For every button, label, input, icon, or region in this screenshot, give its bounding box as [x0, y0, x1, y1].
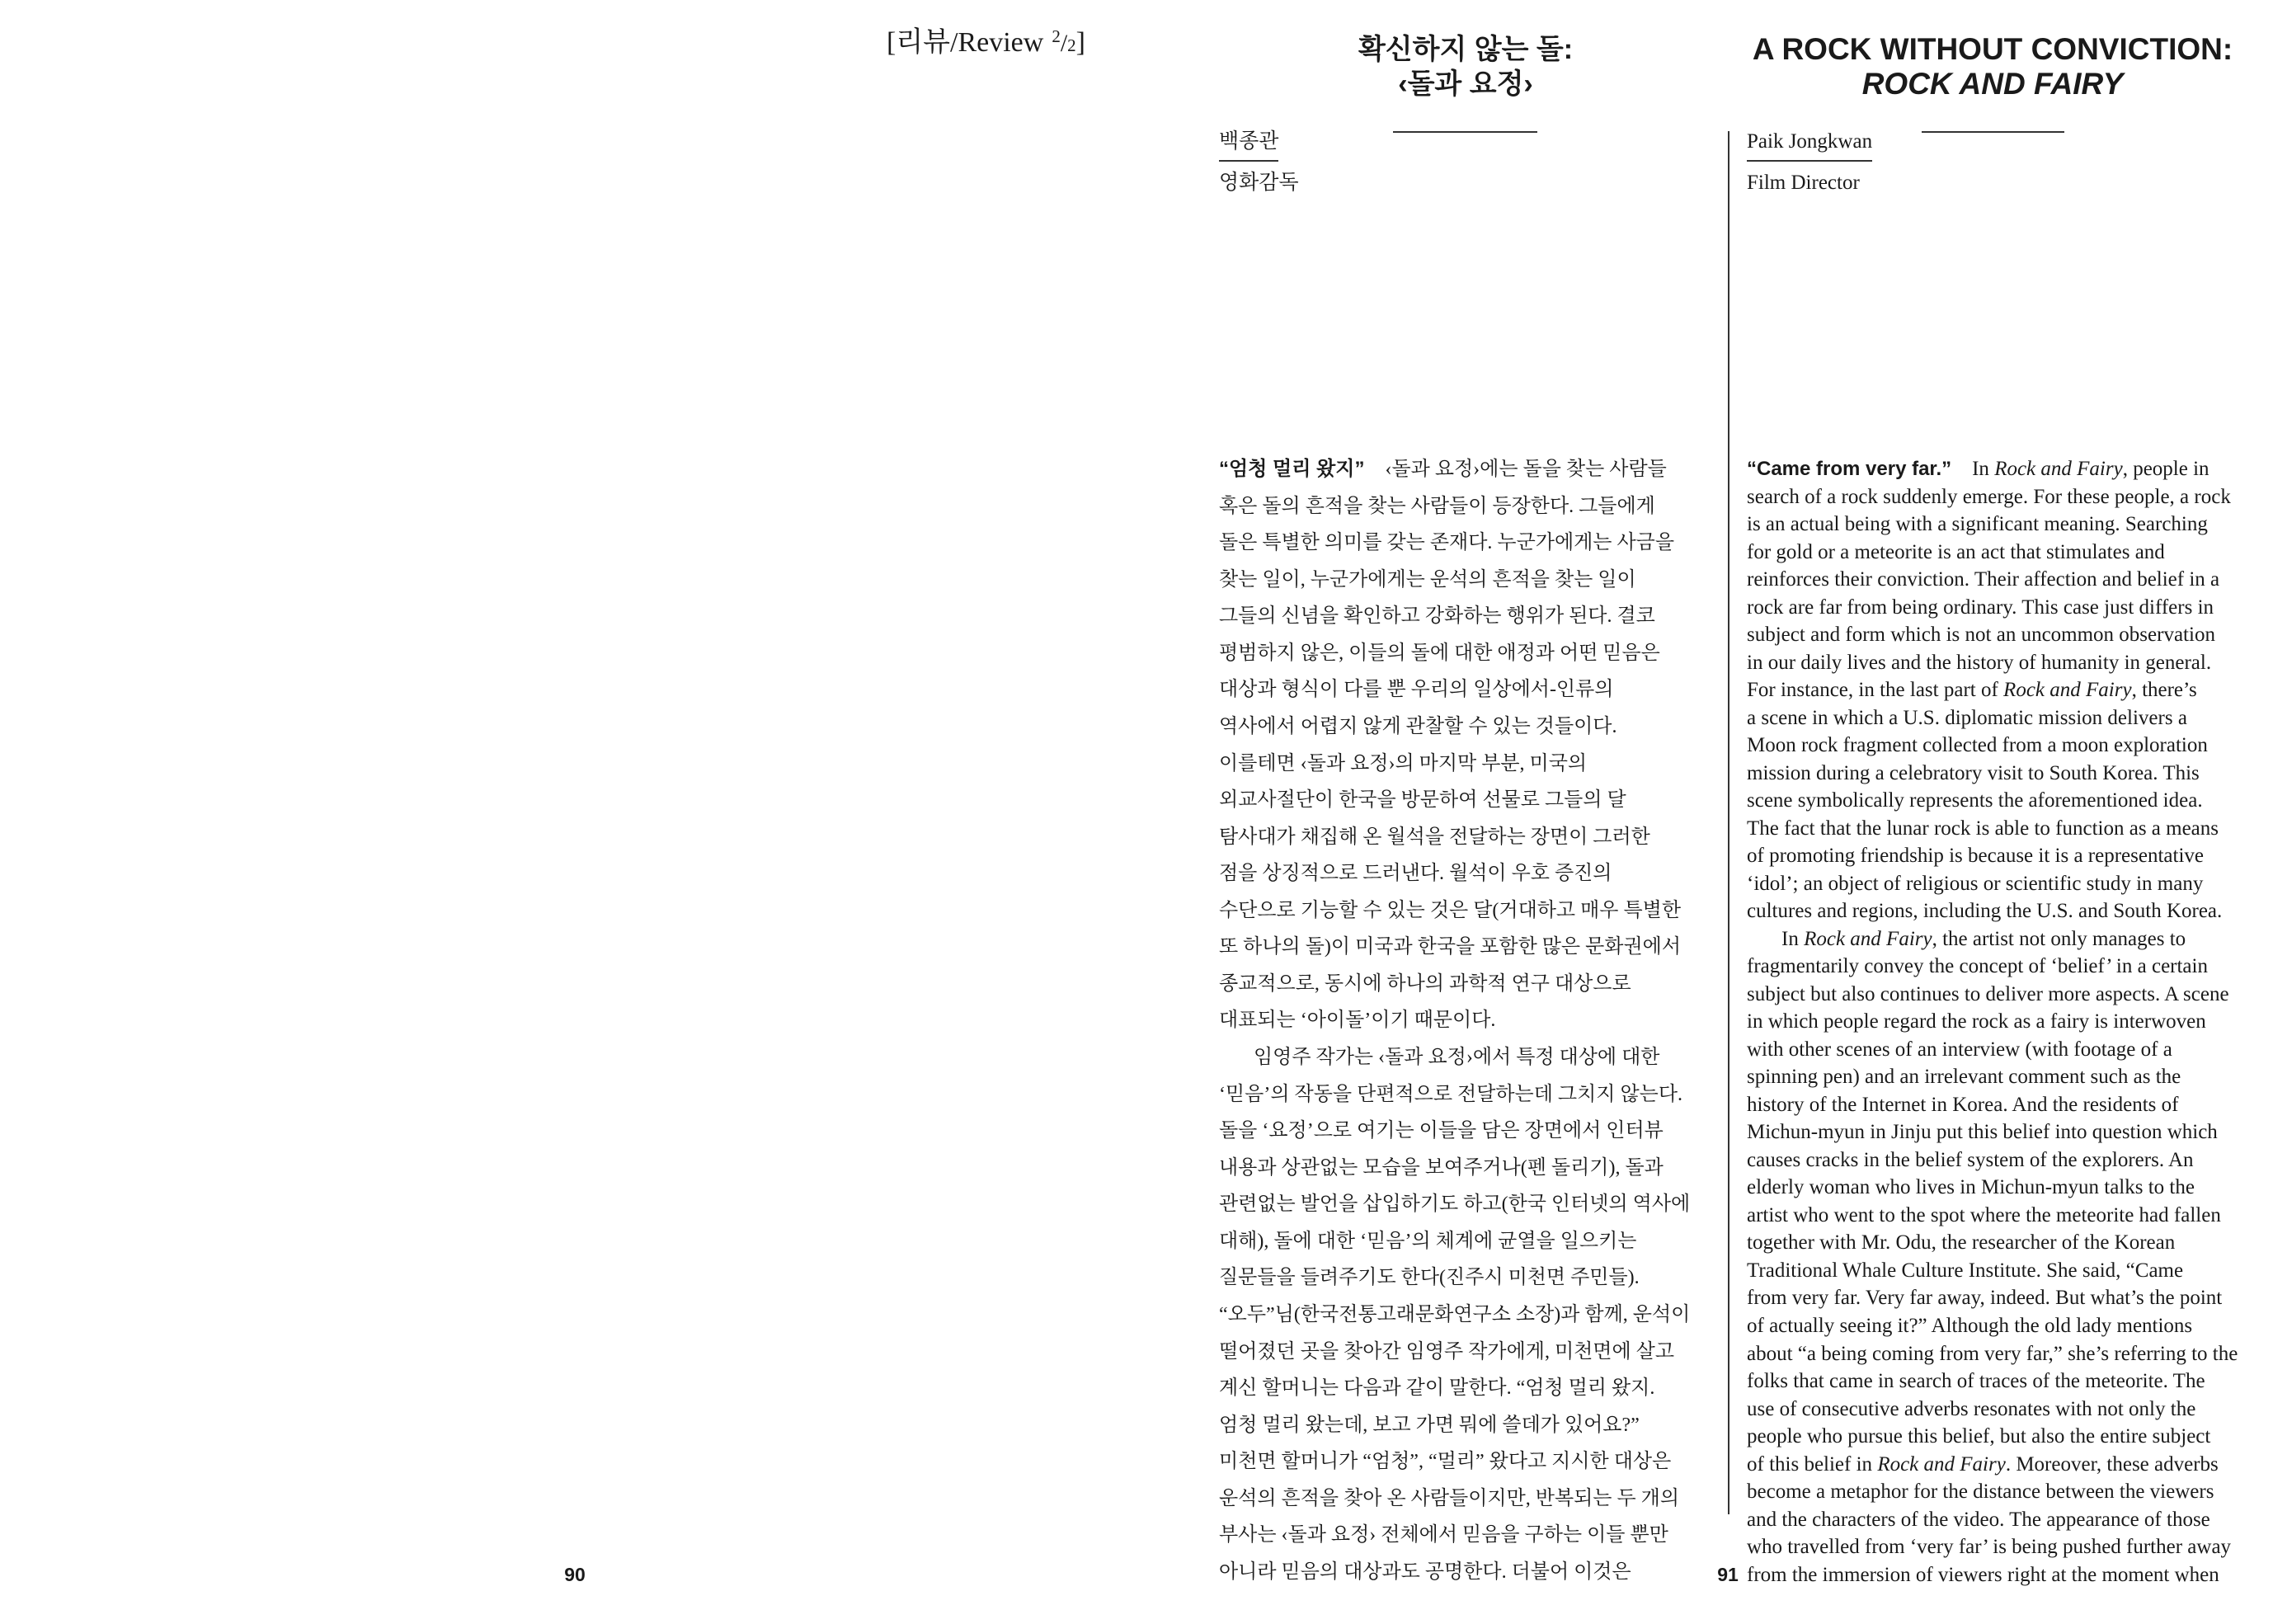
body-line	[1219, 562, 1714, 599]
running-head-label: [리뷰/Review	[887, 27, 1044, 58]
body-text: 떨어졌던 곳을 찾아간 임영주 작가에게, 미천면에 살고	[1219, 1340, 1675, 1363]
korean-title	[1212, 32, 1719, 101]
body-line	[1219, 1334, 1714, 1371]
body-text: 미천면 할머니가 “엄청”, “멀리” 왔다고 지시한 대상은	[1219, 1451, 1672, 1473]
body-text: 질문들을 들려주기도 한다(진주시 미천면 주민들).	[1219, 1267, 1640, 1289]
body-line	[1747, 483, 2246, 511]
body-text: cultures and regions, including the U.S. and South Korea.	[1747, 900, 2223, 923]
english-title-line-2: ROCK AND FAIRY	[1861, 67, 2124, 101]
body-line	[1219, 1480, 1714, 1518]
body-line	[1747, 870, 2246, 898]
body-text: 아니라 믿음의 대상과도 공명한다. 더불어 이것은	[1219, 1560, 1631, 1583]
body-text: 외교사절단이 한국을 방문하여 선물로 그들의 달	[1219, 789, 1626, 812]
body-line	[1747, 1036, 2246, 1064]
body-text: The fact that the lunar rock is able to function as a means	[1747, 817, 2219, 840]
author-role-english: Film Director	[1747, 172, 1860, 194]
korean-title-rule	[1393, 131, 1537, 133]
body-text: ‹돌과 요정›에는 돌을 찾는 사람들	[1385, 459, 1667, 480]
body-text: spinning pen) and an irrelevant comment such as the	[1747, 1066, 2181, 1089]
body-text: In	[1972, 458, 1995, 480]
body-text: 운석의 흔적을 찾아 온 사람들이지만, 반복되는 두 개의	[1219, 1487, 1680, 1509]
body-line	[1747, 787, 2246, 815]
body-text: rock are far from being ordinary. This case just differs in	[1747, 595, 2214, 619]
body-line	[1219, 1150, 1714, 1187]
body-text: 대표되는 ‘아이돌’이기 때문이다.	[1219, 1010, 1496, 1032]
body-text: 혹은 돌의 흔적을 찾는 사람들이 등장한다. 그들에게	[1219, 495, 1655, 517]
english-title	[1740, 32, 2245, 101]
body-line	[1747, 1284, 2246, 1312]
body-text: a scene in which a U.S. diplomatic mission delivers a	[1747, 706, 2187, 729]
body-line	[1219, 1297, 1714, 1334]
body-text: 탐사대가 채집해 온 월석을 전달하는 장면이 그러한	[1219, 826, 1650, 848]
body-text: with other scenes of an interview (with footage of a	[1747, 1038, 2172, 1061]
body-text: 대상과 형식이 다를 뿐 우리의 일상에서-인류의	[1219, 679, 1614, 701]
body-line	[1747, 704, 2246, 732]
body-line	[1747, 1202, 2246, 1230]
work-title: Rock and Fairy	[1804, 927, 1932, 950]
body-line	[1219, 598, 1714, 635]
body-line	[1747, 511, 2246, 539]
lead-quote: “엄청 멀리 왔지”	[1219, 458, 1365, 480]
body-line	[1747, 925, 2246, 953]
body-text: 점을 상징적으로 드러낸다. 월석이 우호 증진의	[1219, 863, 1612, 885]
body-line	[1219, 1554, 1714, 1591]
body-line	[1219, 966, 1714, 1003]
body-line	[1747, 842, 2246, 870]
body-text: fragmentarily convey the concept of ‘belief’ in a certain	[1747, 955, 2208, 978]
body-line	[1219, 1223, 1714, 1260]
body-text: use of consecutive adverbs resonates with not only the	[1747, 1397, 2196, 1420]
work-title: Rock and Fairy	[2003, 679, 2132, 702]
body-text: 계신 할머니는 다음과 같이 말한다. “엄청 멀리 왔지.	[1219, 1377, 1655, 1400]
body-text: Traditional Whale Culture Institute. She said, “Came	[1747, 1259, 2184, 1282]
body-text: in our daily lives and the history of humanity in general.	[1747, 651, 2212, 674]
body-text: Moon rock fragment collected from a moon exploration	[1747, 734, 2208, 757]
body-line	[1747, 953, 2246, 981]
body-line	[1219, 1370, 1714, 1407]
body-line	[1219, 1002, 1714, 1039]
english-title-line-1: A ROCK WITHOUT CONVICTION:	[1752, 32, 2233, 66]
body-line	[1747, 539, 2246, 567]
fraction-total: 2	[1067, 35, 1076, 55]
body-line	[1219, 1407, 1714, 1444]
body-text: , people in	[2122, 458, 2209, 480]
body-line	[1747, 1367, 2246, 1396]
body-text: For instance, in the last part of	[1747, 679, 2004, 702]
column-divider	[1728, 131, 1729, 1514]
body-line	[1219, 1186, 1714, 1223]
page-number-right: 91	[1717, 1564, 1739, 1585]
body-line	[1747, 1451, 2246, 1479]
body-line	[1219, 746, 1714, 783]
body-text: history of the Internet in Korea. And the residents of	[1747, 1093, 2179, 1116]
body-line	[1747, 1506, 2246, 1534]
body-line	[1219, 782, 1714, 819]
body-text: about “a being coming from very far,” she’s referring to the	[1747, 1342, 2238, 1365]
body-line	[1219, 525, 1714, 562]
body-text: . Moreover, these adverbs	[2005, 1452, 2219, 1476]
body-text: 돌을 ‘요정’으로 여기는 이들을 담은 장면에서 인터뷰	[1219, 1120, 1664, 1142]
body-line	[1219, 1113, 1714, 1150]
body-line	[1747, 1063, 2246, 1091]
body-text: Michun-myun in Jinju put this belief into question which	[1747, 1121, 2218, 1144]
body-text: elderly woman who lives in Michun-myun talks to the	[1747, 1176, 2195, 1199]
body-text: ‘idol’; an object of religious or scientific study in many	[1747, 872, 2204, 895]
body-text: 대해), 돌에 대한 ‘믿음’의 체계에 균열을 일으키는	[1219, 1230, 1637, 1252]
body-text: become a metaphor for the distance between the viewers	[1747, 1480, 2214, 1504]
body-text: scene symbolically represents the aforementioned idea.	[1747, 789, 2203, 812]
body-text: subject but also continues to deliver more aspects. A scene	[1747, 982, 2229, 1005]
body-line	[1219, 855, 1714, 892]
korean-body-text	[1219, 451, 1714, 1590]
body-line	[1747, 455, 2246, 483]
running-head-close: ]	[1075, 27, 1085, 58]
body-text: 평범하지 않은, 이들의 돌에 대한 애정과 어떤 믿음은	[1219, 642, 1660, 664]
body-line	[1219, 708, 1714, 746]
body-text: 역사에서 어렵지 않게 관찰할 수 있는 것들이다.	[1219, 715, 1617, 737]
body-text: of promoting friendship is because it is a representative	[1747, 845, 2205, 868]
body-line	[1219, 635, 1714, 672]
body-text: , there’s	[2131, 679, 2197, 702]
korean-title-line-1: 확신하지 않는 돌:	[1358, 34, 1574, 65]
body-line	[1747, 649, 2246, 677]
body-text: search of a rock suddenly emerge. For these people, a rock	[1747, 485, 2231, 508]
body-text: from very far. Very far away, indeed. But what’s the point	[1747, 1287, 2223, 1310]
body-line	[1747, 1118, 2246, 1146]
author-name-korean: 백종관	[1219, 129, 1278, 162]
body-line	[1747, 1146, 2246, 1174]
body-text: ‘믿음’의 작동을 단편적으로 전달하는데 그치지 않는다.	[1219, 1083, 1683, 1105]
body-text: of this belief in	[1747, 1452, 1878, 1476]
body-line	[1219, 488, 1714, 525]
page-number-left: 90	[564, 1564, 586, 1585]
body-line	[1747, 594, 2246, 622]
body-text: 수단으로 기능할 수 있는 것은 달(거대하고 매우 특별한	[1219, 899, 1682, 921]
body-text: 돌은 특별한 의미를 갖는 존재다. 누군가에게는 사금을	[1219, 532, 1675, 554]
body-text: 임영주 작가는 ‹돌과 요정›에서 특정 대상에 대한	[1254, 1047, 1660, 1068]
body-text: mission during a celebratory visit to South Korea. This	[1747, 761, 2200, 784]
body-text: folks that came in search of traces of the meteorite. The	[1747, 1370, 2205, 1393]
body-text: and the characters of the video. The appearance of those	[1747, 1508, 2210, 1531]
author-role-korean: 영화감독	[1219, 172, 1299, 194]
english-byline	[1747, 129, 1872, 195]
body-line	[1747, 621, 2246, 649]
body-line	[1747, 676, 2246, 704]
body-line	[1747, 1008, 2246, 1036]
body-text: in which people regard the rock as a fairy is interwoven	[1747, 1010, 2206, 1033]
body-text: 종교적으로, 동시에 하나의 과학적 연구 대상으로	[1219, 972, 1631, 995]
body-line	[1219, 819, 1714, 856]
body-line	[1219, 1039, 1714, 1076]
body-text: subject and form which is not an uncommon observation	[1747, 624, 2215, 647]
body-text: 부사는 ‹돌과 요정› 전체에서 믿음을 구하는 이들 뿐만	[1219, 1524, 1668, 1546]
fraction-part: 2	[1052, 26, 1061, 46]
body-text: is an actual being with a significant meaning. Searching	[1747, 513, 2208, 536]
body-line	[1747, 1257, 2246, 1285]
body-line	[1747, 1533, 2246, 1561]
body-text: from the immersion of viewers right at the moment when	[1747, 1563, 2219, 1586]
body-line	[1219, 892, 1714, 930]
body-text: 엄청 멀리 왔는데, 보고 가면 뭐에 쓸데가 있어요?”	[1219, 1414, 1640, 1436]
body-line	[1219, 451, 1714, 488]
body-line	[1747, 1174, 2246, 1202]
body-line	[1747, 1312, 2246, 1340]
korean-title-line-2: ‹돌과 요정›	[1398, 68, 1533, 100]
body-text: for gold or a meteorite is an act that stimulates and	[1747, 540, 2165, 563]
body-text: “오두”님(한국전통고래문화연구소 소장)과 함께, 운석이	[1219, 1303, 1691, 1325]
body-line	[1747, 981, 2246, 1009]
body-line	[1747, 1561, 2246, 1589]
body-text: causes cracks in the belief system of the explorers. An	[1747, 1148, 2194, 1171]
body-text: 내용과 상관없는 모습을 보여주거나(펜 돌리기), 돌과	[1219, 1156, 1664, 1179]
body-line	[1747, 1396, 2246, 1424]
english-title-rule	[1922, 131, 2064, 133]
body-line	[1747, 1091, 2246, 1119]
body-text: who travelled from ‘very far’ is being pushed further away	[1747, 1536, 2232, 1559]
body-line	[1747, 1478, 2246, 1506]
body-line	[1747, 732, 2246, 760]
body-line	[1747, 566, 2246, 594]
body-text: of actually seeing it?” Although the old lady mentions	[1747, 1314, 2193, 1337]
body-line	[1747, 1229, 2246, 1257]
body-text: 또 하나의 돌)이 미국과 한국을 포함한 많은 문화권에서	[1219, 936, 1682, 958]
fraction-slash: /	[1060, 30, 1068, 57]
body-line	[1747, 1340, 2246, 1368]
body-text: In	[1781, 927, 1805, 950]
body-text: people who pursue this belief, but also the entire subject	[1747, 1425, 2211, 1448]
body-line	[1747, 1423, 2246, 1451]
body-text: 관련없는 발언을 삽입하기도 하고(한국 인터넷의 역사에	[1219, 1193, 1691, 1216]
running-head-part-fraction	[1052, 27, 1075, 58]
running-head	[887, 25, 1085, 64]
author-name-english: Paik Jongkwan	[1747, 129, 1872, 162]
body-line	[1747, 760, 2246, 788]
body-line	[1219, 1443, 1714, 1480]
lead-quote: “Came from very far.”	[1747, 458, 1952, 480]
body-line	[1747, 897, 2246, 925]
body-text: 그들의 신념을 확인하고 강화하는 행위가 된다. 결코	[1219, 605, 1655, 628]
work-title: Rock and Fairy	[1994, 458, 2123, 480]
body-text: 찾는 일이, 누군가에게는 운석의 흔적을 찾는 일이	[1219, 568, 1636, 591]
body-text: , the artist not only manages to	[1932, 927, 2186, 950]
body-line	[1747, 815, 2246, 843]
body-text: 이를테면 ‹돌과 요정›의 마지막 부분, 미국의	[1219, 752, 1588, 774]
body-text: together with Mr. Odu, the researcher of the Korean	[1747, 1231, 2176, 1254]
body-line	[1219, 1076, 1714, 1113]
work-title: Rock and Fairy	[1877, 1452, 2006, 1476]
body-line	[1219, 1259, 1714, 1297]
body-line	[1219, 1517, 1714, 1554]
korean-byline	[1219, 129, 1299, 195]
body-line	[1219, 929, 1714, 966]
english-body-text	[1747, 455, 2246, 1589]
body-text: reinforces their conviction. Their affection and belief in a	[1747, 568, 2220, 591]
body-line	[1219, 671, 1714, 708]
body-text: artist who went to the spot where the meteorite had fallen	[1747, 1203, 2221, 1226]
